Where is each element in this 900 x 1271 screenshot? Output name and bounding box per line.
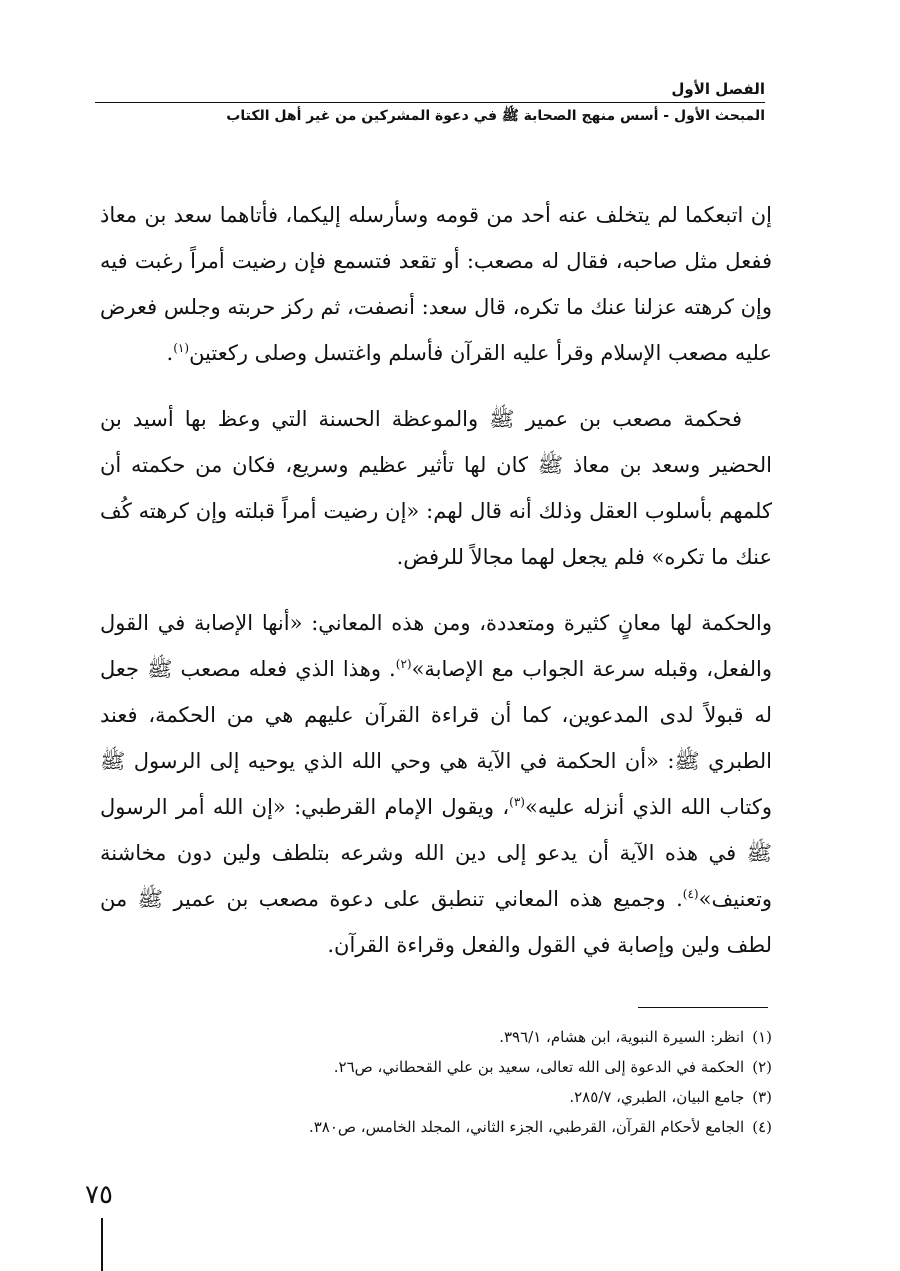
footnote-number: (٣): [752, 1088, 772, 1106]
footnote-number: (٤): [752, 1118, 772, 1136]
paragraph-1-tail: .: [166, 341, 174, 365]
footnote-divider: [638, 1007, 768, 1008]
section-title: المبحث الأول - أسس منهج الصحابة ﷺ في دعوة المشركين من غير أهل الكتاب: [226, 108, 765, 124]
footnote-1: [100, 1022, 772, 1052]
footnote-4: [100, 1112, 772, 1142]
footnote-ref-2: (٢): [395, 657, 412, 671]
footnote-text: انظر: السيرة النبوية، ابن هشام، ٣٩٦/١.: [499, 1028, 745, 1046]
header-divider: [95, 102, 765, 103]
footnote-3: [100, 1082, 772, 1112]
footnote-ref-3: (٣): [509, 795, 525, 809]
paragraph-3: [100, 600, 772, 968]
footnote-number: (٢): [752, 1058, 772, 1076]
footnote-text: جامع البيان، الطبري، ٢٨٥/٧.: [569, 1088, 745, 1106]
paragraph-3-tail: . وهذا الذي فعله مصعب ﷺ جعل له قبولاً لدى المدعوين، كما أن قراءة القرآن عليهم هي من الحكمة، فعند الطبري ﷺ: «أن الحكمة في الآية هي وحي الله الذي يوحيه إلى الرسول ﷺ وكتاب الله الذي أنزله عليه»: [100, 657, 772, 819]
paragraph-3-tail-3: . وجميع هذه المعاني تنطبق على دعوة مصعب بن عمير ﷺ من لطف ولين وإصابة في القول والفعل وقراءة القرآن.: [100, 887, 772, 957]
chapter-title: الفصل الأول: [671, 80, 765, 98]
footnote-ref-4: (٤): [682, 887, 699, 901]
footnote-number: (١): [752, 1028, 772, 1046]
body-text: [100, 192, 772, 988]
footnote-text: الجامع لأحكام القرآن، القرطبي، الجزء الثاني، المجلد الخامس، ص٣٨٠.: [308, 1118, 745, 1136]
paragraph-1: [100, 192, 772, 376]
footnote-ref-1: (١): [173, 341, 190, 355]
page-number: ٧٥: [85, 1180, 113, 1210]
footnote-2: [100, 1052, 772, 1082]
footnotes: [100, 1022, 772, 1142]
paragraph-3-tail-2: ، ويقول الإمام القرطبي: «إن الله أمر الرسول ﷺ في هذه الآية أن يدعو إلى دين الله وشرعه بتلطف ولين دون مخاشنة وتعنيف»: [100, 795, 772, 911]
paragraph-2: [100, 396, 772, 580]
paragraph-2-text: فحكمة مصعب بن عمير ﷺ والموعظة الحسنة التي وعظ بها أسيد بن الحضير وسعد بن معاذ ﷺ كان لها تأثير عظيم وسريع، فكان من حكمته أن كلمهم بأسلوب العقل وذلك أنه قال لهم: «إن رضيت أمراً قبلته وإن كرهته كُف عنك ما تكره» فلم يجعل لهما مجالاً للرفض.: [100, 407, 772, 569]
paragraph-1-text: إن اتبعكما لم يتخلف عنه أحد من قومه وسأرسله إليكما، فأتاهما سعد بن معاذ ففعل مثل صاحبه، فقال له مصعب: أو تقعد فتسمع فإن رضيت أمراً رغبت فيه وإن كرهته عزلنا عنك ما تكره، قال سعد: أنصفت، ثم ركز حربته وجلس فعرض عليه مصعب الإسلام وقرأ عليه القرآن فأسلم واغتسل وصلى ركعتين: [100, 203, 772, 365]
footnote-text: الحكمة في الدعوة إلى الله تعالى، سعيد بن علي القحطاني، ص٢٦.: [333, 1058, 745, 1076]
paragraph-3-text: والحكمة لها معانٍ كثيرة ومتعددة، ومن هذه المعاني: «أنها الإصابة في القول والفعل، وقبله سرعة الجواب مع الإصابة»: [100, 611, 773, 681]
page-header: [95, 78, 765, 126]
margin-line: [101, 1218, 103, 1271]
